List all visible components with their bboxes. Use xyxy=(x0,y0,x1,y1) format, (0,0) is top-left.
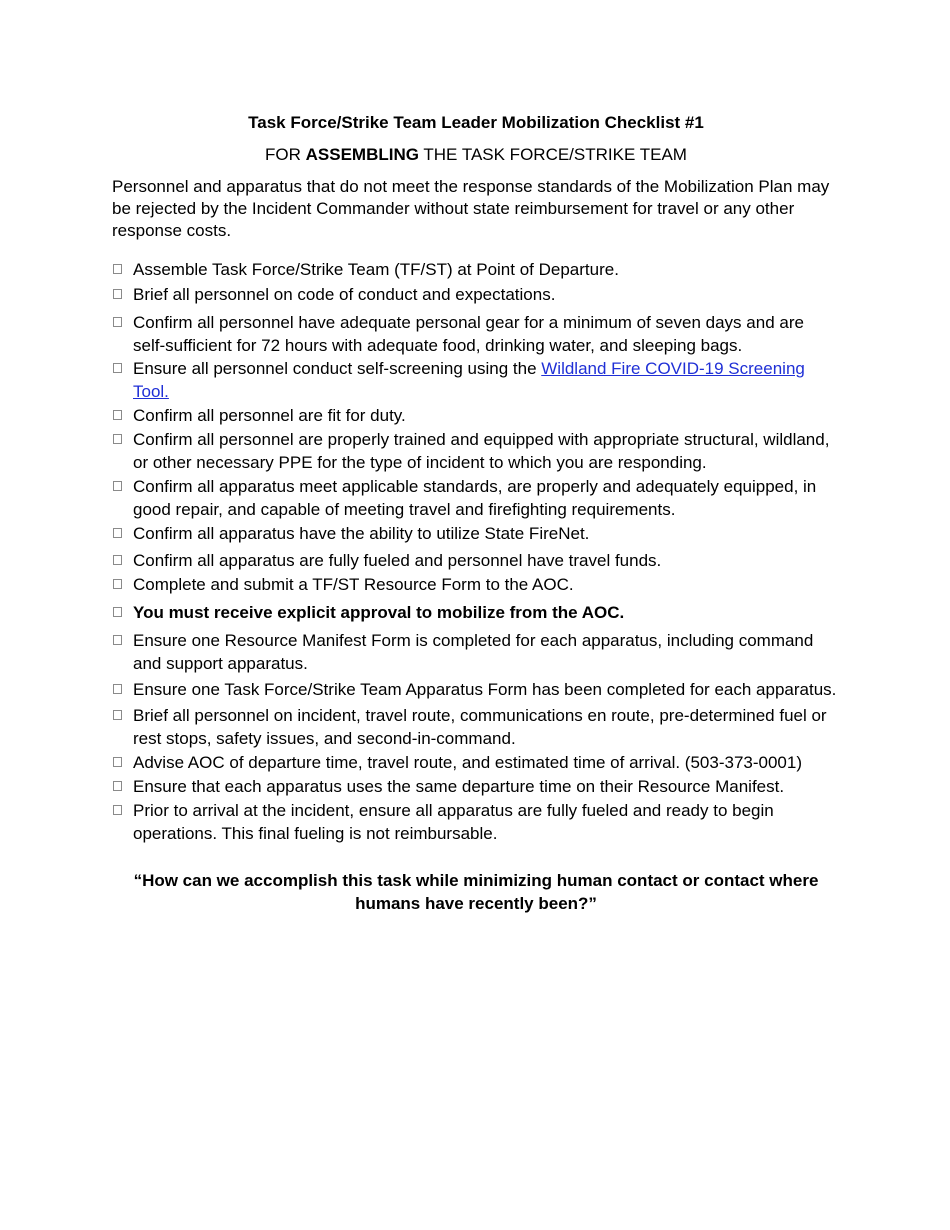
checklist-item xyxy=(112,404,840,427)
checklist-item-text: Confirm all apparatus meet applicable standards, are properly and adequately equipped, in good repair, and capable of meeting travel and firefighting requirements. xyxy=(133,477,817,519)
subtitle-emphasis: ASSEMBLING xyxy=(305,145,419,164)
checkbox[interactable] xyxy=(113,410,122,420)
checklist-item-text: Brief all personnel on code of conduct and expectations. xyxy=(133,285,556,304)
checkbox[interactable] xyxy=(113,684,122,694)
checkbox[interactable] xyxy=(113,757,122,767)
checklist-item xyxy=(112,678,840,701)
subtitle-suffix: THE TASK FORCE/STRIKE TEAM xyxy=(418,145,687,164)
checkbox[interactable] xyxy=(113,264,122,274)
checklist-item-text: Brief all personnel on incident, travel route, communications en route, pre-determined fuel or rest stops, safety issues, and second-in-command. xyxy=(133,706,827,748)
checklist-item-text: Confirm all apparatus are fully fueled and personnel have travel funds. xyxy=(133,551,662,570)
checklist-item-text: Confirm all personnel have adequate personal gear for a minimum of seven days and are self-sufficient for 72 hours with adequate food, drinking water, and sleeping bags. xyxy=(133,313,804,355)
checkbox[interactable] xyxy=(113,555,122,565)
checklist-item xyxy=(112,311,840,357)
checklist-item-text: Confirm all apparatus have the ability to utilize State FireNet. xyxy=(133,524,590,543)
checklist-item xyxy=(112,428,840,474)
checkbox[interactable] xyxy=(113,434,122,444)
checklist-item xyxy=(112,799,840,845)
checklist-item-text: Confirm all personnel are fit for duty. xyxy=(133,406,406,425)
checklist-item xyxy=(112,475,840,521)
checkbox[interactable] xyxy=(113,363,122,373)
checklist-item xyxy=(112,601,840,624)
covid-screening-tool-link[interactable]: Wildland Fire COVID-19 Screening Tool. xyxy=(133,359,805,401)
closing-quote: “How can we accomplish this task while minimizing human contact or contact where humans have recently been?” xyxy=(133,871,819,913)
checklist-item-text: Ensure that each apparatus uses the same departure time on their Resource Manifest. xyxy=(133,777,785,796)
screening-text: Ensure all personnel conduct self-screening using the xyxy=(133,359,542,378)
checklist-item-text xyxy=(133,357,840,403)
checkbox[interactable] xyxy=(113,481,122,491)
checklist-item-text: Prior to arrival at the incident, ensure all apparatus are fully fueled and ready to begin operations. This final fueling is not reimbursable. xyxy=(133,801,774,843)
approval-requirement-text: You must receive explicit approval to mobilize from the AOC. xyxy=(133,603,625,622)
checklist-item xyxy=(112,357,840,403)
checklist-item xyxy=(112,629,840,675)
checklist-item-text: Ensure one Task Force/Strike Team Apparatus Form has been completed for each apparatus. xyxy=(133,680,837,699)
checkbox[interactable] xyxy=(113,579,122,589)
checkbox[interactable] xyxy=(113,528,122,538)
document-subtitle xyxy=(112,142,840,168)
checkbox[interactable] xyxy=(113,635,122,645)
checkbox[interactable] xyxy=(113,781,122,791)
checklist-item xyxy=(112,704,840,750)
checkbox[interactable] xyxy=(113,289,122,299)
checkbox[interactable] xyxy=(113,805,122,815)
checklist-item xyxy=(112,522,840,545)
checklist-item xyxy=(112,751,840,774)
checklist-item-text: Complete and submit a TF/ST Resource Form to the AOC. xyxy=(133,575,574,594)
subtitle-prefix: FOR xyxy=(265,145,306,164)
checklist-item xyxy=(112,283,840,306)
checklist-item xyxy=(112,775,840,798)
checklist-item xyxy=(112,549,840,572)
intro-paragraph: Personnel and apparatus that do not meet the response standards of the Mobilization Plan may be rejected by the Incident Commander without state reimbursement for travel or any other response costs. xyxy=(112,177,830,240)
checklist-item-text: Ensure one Resource Manifest Form is completed for each apparatus, including command and support apparatus. xyxy=(133,631,814,673)
checkbox[interactable] xyxy=(113,317,122,327)
checklist-item xyxy=(112,573,840,596)
checkbox[interactable] xyxy=(113,607,122,617)
document-page xyxy=(112,110,840,915)
checklist-item-text: Confirm all personnel are properly trained and equipped with appropriate structural, wildland, or other necessary PPE for the type of incident to which you are responding. xyxy=(133,430,830,472)
document-title: Task Force/Strike Team Leader Mobilization Checklist #1 xyxy=(248,113,704,132)
checklist xyxy=(112,258,840,845)
checkbox[interactable] xyxy=(113,710,122,720)
checklist-item-text: Advise AOC of departure time, travel route, and estimated time of arrival. (503-373-0001) xyxy=(133,753,802,772)
checklist-item xyxy=(112,258,840,281)
checklist-item-text: Assemble Task Force/Strike Team (TF/ST) at Point of Departure. xyxy=(133,260,619,279)
